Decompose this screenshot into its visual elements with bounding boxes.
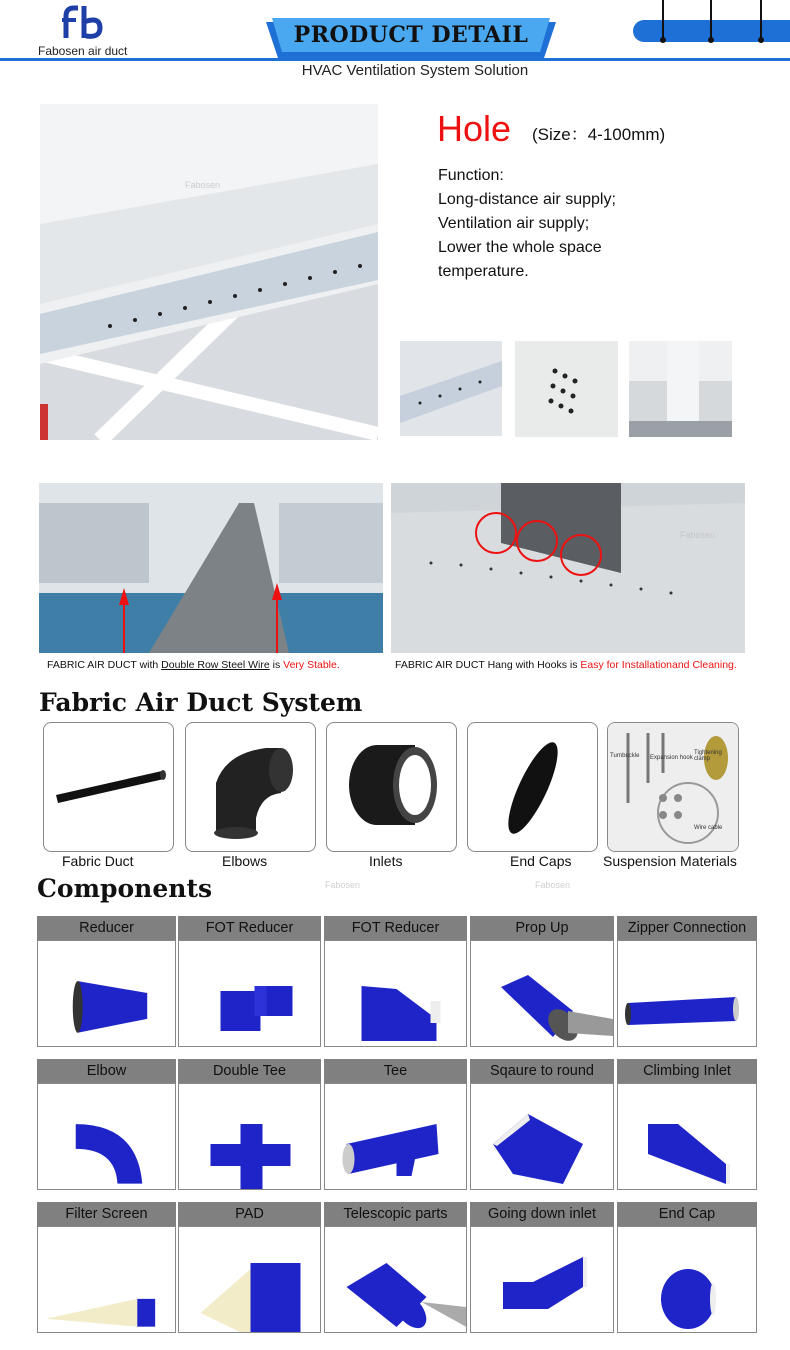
component-header: Elbow [37, 1059, 176, 1083]
steel-wire-caption [47, 659, 340, 671]
component-image [178, 1226, 321, 1333]
system-label: Suspension Materials [603, 853, 737, 869]
fabric-duct-card [43, 722, 174, 852]
inlets-card [326, 722, 457, 852]
component-header: PAD [178, 1202, 321, 1226]
function-line: Ventilation air supply; [438, 215, 590, 232]
component-image [37, 1083, 176, 1190]
suspension-tag: Wire cable [694, 825, 723, 831]
components-section-title: Components [37, 874, 213, 903]
end-caps-card [467, 722, 598, 852]
watermark: Fabosen [185, 180, 221, 190]
function-line: Lower the whole space [438, 239, 602, 256]
watermark: Fabosen [680, 530, 716, 540]
hanging-dot [660, 37, 666, 43]
hole-thumbnail-3 [629, 341, 732, 437]
hanging-line [662, 0, 664, 38]
brand-name: Fabosen air duct [38, 44, 128, 58]
system-label: Inlets [369, 853, 403, 869]
system-label: End Caps [510, 853, 572, 869]
page-subtitle: HVAC Ventilation System Solution [301, 62, 529, 79]
hole-thumbnail-1 [400, 341, 502, 436]
component-image [178, 1083, 321, 1190]
caption-text: FABRIC AIR DUCT Hang with Hooks is [395, 659, 581, 671]
component-image [470, 1226, 614, 1333]
component-image [37, 940, 176, 1047]
fabosen-logo-icon [60, 4, 104, 40]
function-line: temperature. [438, 263, 529, 280]
component-header: Climbing Inlet [617, 1059, 757, 1083]
component-image [617, 1226, 757, 1333]
suspension-tag: Expansion hook [650, 755, 693, 761]
system-label: Fabric Duct [62, 853, 134, 869]
function-line: Function: [438, 167, 504, 184]
component-image [470, 1083, 614, 1190]
banner-title: PRODUCT DETAIL [293, 22, 529, 48]
component-image [617, 940, 757, 1047]
elbows-card [185, 722, 316, 852]
caption-text: FABRIC AIR DUCT with [47, 659, 162, 671]
component-header: Sqaure to round [470, 1059, 614, 1083]
component-header: Tee [324, 1059, 467, 1083]
component-header: Double Tee [178, 1059, 321, 1083]
system-section-title: Fabric Air Duct System [39, 688, 363, 717]
hanging-dot [708, 37, 714, 43]
component-header: Filter Screen [37, 1202, 176, 1226]
component-image [617, 1083, 757, 1190]
double-row-steel-wire-photo [39, 483, 383, 653]
hang-with-hooks-photo [391, 483, 745, 653]
hole-size: (Size：4-100mm) [532, 125, 666, 144]
component-header: Going down inlet [470, 1202, 614, 1226]
component-header: Prop Up [470, 916, 614, 940]
hooks-caption [395, 659, 737, 671]
component-image [324, 1083, 467, 1190]
hole-function-text [438, 164, 698, 284]
function-line: Long-distance air supply; [438, 191, 616, 208]
hanging-dot [758, 37, 764, 43]
component-header: Zipper Connection [617, 916, 757, 940]
suspension-tag: Tightening clamp [694, 750, 722, 762]
component-image [324, 940, 467, 1047]
component-image [37, 1226, 176, 1333]
hole-title: Hole [437, 108, 512, 149]
watermark: Fabosen [325, 880, 361, 890]
hole-thumbnail-2 [515, 341, 618, 437]
component-image [178, 940, 321, 1047]
caption-text: is [269, 659, 284, 671]
watermark: Fabosen [535, 880, 571, 890]
caption-highlight: Very Stable. [283, 659, 340, 671]
component-header: End Cap [617, 1202, 757, 1226]
hanging-line [710, 0, 712, 38]
header-rule [0, 58, 790, 61]
suspension-tag: Turnbuckle [610, 753, 640, 759]
component-image [470, 940, 614, 1047]
component-header: FOT Reducer [178, 916, 321, 940]
caption-underlined: Double Row Steel Wire [161, 659, 270, 671]
component-header: Telescopic parts [324, 1202, 467, 1226]
component-header: FOT Reducer [324, 916, 467, 940]
component-image [324, 1226, 467, 1333]
component-header: Reducer [37, 916, 176, 940]
hanging-line [760, 0, 762, 38]
caption-highlight: Easy for Installationand Cleaning. [580, 659, 737, 671]
suspension-materials-card [607, 722, 739, 852]
hole-duct-main-photo [40, 104, 378, 440]
system-label: Elbows [222, 853, 268, 869]
